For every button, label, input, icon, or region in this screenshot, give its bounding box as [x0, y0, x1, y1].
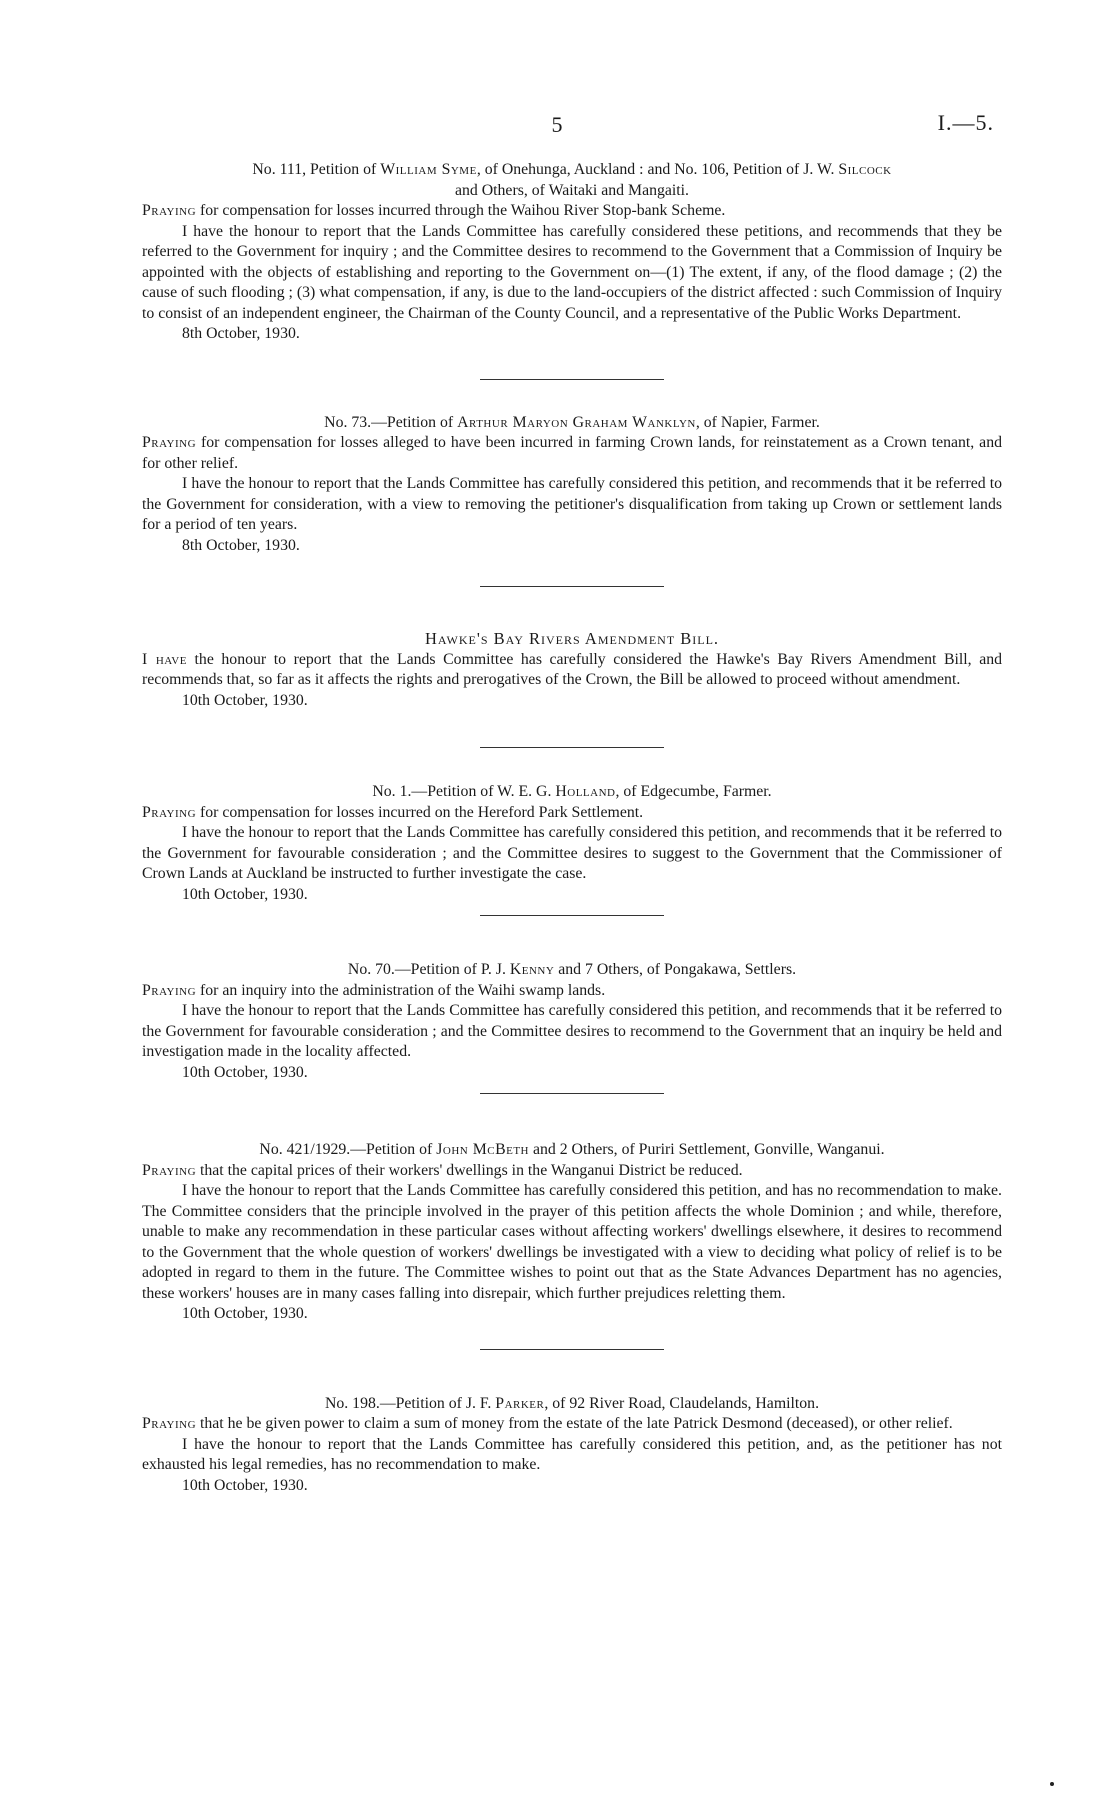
report-body: [142, 160, 1002, 1496]
praying-line: Praying that the capital prices of their workers' dwellings in the Wanganui District be reduced.: [142, 1161, 743, 1179]
petition-section: [142, 960, 1002, 1083]
section-title: No. 421/1929.—Petition of John McBeth and 2 Others, of Puriri Settlement, Gonville, Wanganui.: [259, 1141, 885, 1158]
section-title: No. 111, Petition of William Syme, of Onehunga, Auckland : and No. 106, Petition of J. W. Silcock and Others, of Waitaki and Mangaiti.: [252, 161, 892, 199]
praying-line: Praying for compensation for losses incurred through the Waihou River Stop-bank Scheme.: [142, 202, 726, 219]
page-mark-dot: [1050, 1782, 1054, 1786]
petition-section: [142, 413, 1002, 557]
report-date: 10th October, 1930.: [182, 885, 308, 903]
report-paragraph: I have the honour to report that the Lands Committee has carefully considered this petition, and recommends that it be referred to the Government for consideration, with a view to removing the petitioner's disqualification from taking up Crown or settlement lands for a period of ten years.: [142, 475, 1002, 533]
page-reference: I.—5.: [937, 110, 994, 135]
praying-line: Praying for compensation for losses incurred on the Hereford Park Settlement.: [142, 803, 644, 821]
report-date: 10th October, 1930.: [182, 691, 308, 709]
praying-line: Praying that he be given power to claim a sum of money from the estate of the late Patrick Desmond (deceased), or other relief.: [142, 1415, 953, 1432]
report-date: 10th October, 1930.: [182, 1063, 308, 1081]
section-title: No. 1.—Petition of W. E. G. Holland, of Edgecumbe, Farmer.: [372, 783, 772, 800]
section-title: No. 73.—Petition of Arthur Maryon Graham Wanklyn, of Napier, Farmer.: [324, 413, 820, 431]
report-date: 8th October, 1930.: [182, 325, 300, 342]
praying-line: Praying for compensation for losses alleged to have been incurred in farming Crown lands, for reinstatement as a Crown tenant, and for other relief.: [142, 434, 1002, 472]
report-paragraph: I have the honour to report that the Lands Committee has carefully considered these petitions, and recommends that they be referred to the Government for inquiry ; and the Committee desires to recommend to the Government that a Commission of Inquiry be appointed with the objects of establishing and reporting to the Government on—(1) The extent, if any, of the flood damage ; (2) the cause of such flooding ; (3) what compensation, if any, is due to the land-occupiers of the district affected : such Commission of Inquiry to consist of an independent engineer, the Chairman of the County Council, and a representative of the Public Works Department.: [142, 222, 1002, 322]
petition-section: [142, 160, 1002, 345]
section-title: No. 70.—Petition of P. J. Kenny and 7 Others, of Pongakawa, Settlers.: [347, 961, 797, 978]
section-title: No. 198.—Petition of J. F. Parker, of 92 River Road, Claudelands, Hamilton.: [324, 1394, 820, 1412]
section-title: Hawke's Bay Rivers Amendment Bill.: [424, 629, 720, 648]
report-paragraph: I have the honour to report that the Lands Committee has carefully considered this petition, and recommends that it be referred to the Government for favourable consideration ; and the Committee desires to suggest to the Government that the Commissioner of Crown Lands at Auckland be instructed to further investigate the case.: [142, 824, 1002, 882]
petition-section: [142, 1140, 1002, 1325]
bill-section: [142, 629, 1002, 711]
petition-section: [142, 782, 1002, 905]
praying-line: Praying for an inquiry into the administration of the Waihi swamp lands.: [142, 981, 606, 999]
report-date: 10th October, 1930.: [182, 1305, 308, 1322]
report-date: 8th October, 1930.: [182, 536, 300, 554]
page-number: 5: [551, 112, 563, 137]
report-paragraph: I have the honour to report that the Lands Committee has carefully considered this petition, and, as the petitioner has not exhausted his legal remedies, has no recommendation to make.: [142, 1435, 1002, 1473]
report-date: 10th October, 1930.: [182, 1476, 308, 1494]
report-paragraph: I have the honour to report that the Lands Committee has carefully considered this petition, and recommends that it be referred to the Government for favourable consideration ; and the Committee desires to recommend to the Government that an inquiry be held and investigation made in the locality affected.: [142, 1002, 1002, 1060]
petition-section: [142, 1394, 1002, 1497]
report-paragraph: I have the honour to report that the Lands Committee has carefully considered this petition, and has no recommendation to make. The Committee considers that the principle involved in the prayer of this petition affects the whole Dominion ; and while, therefore, unable to make any recommendation in these particular cases without affecting workers' dwellings elsewhere, it desires to recommend to the Government that the whole question of workers' dwellings be investigated with a view to deciding what policy of relief is to be adopted in regard to them in the future. The Committee wishes to point out that as the State Advances Department has no agencies, these workers' houses are in many cases falling into disrepair, which further prejudices reletting them.: [142, 1182, 1002, 1302]
report-paragraph: I have the honour to report that the Lands Committee has carefully considered the Hawke's Bay Rivers Amendment Bill, and recommends that, so far as it affects the rights and prerogatives of the Crown, the Bill be allowed to proceed without amendment.: [142, 650, 1002, 688]
